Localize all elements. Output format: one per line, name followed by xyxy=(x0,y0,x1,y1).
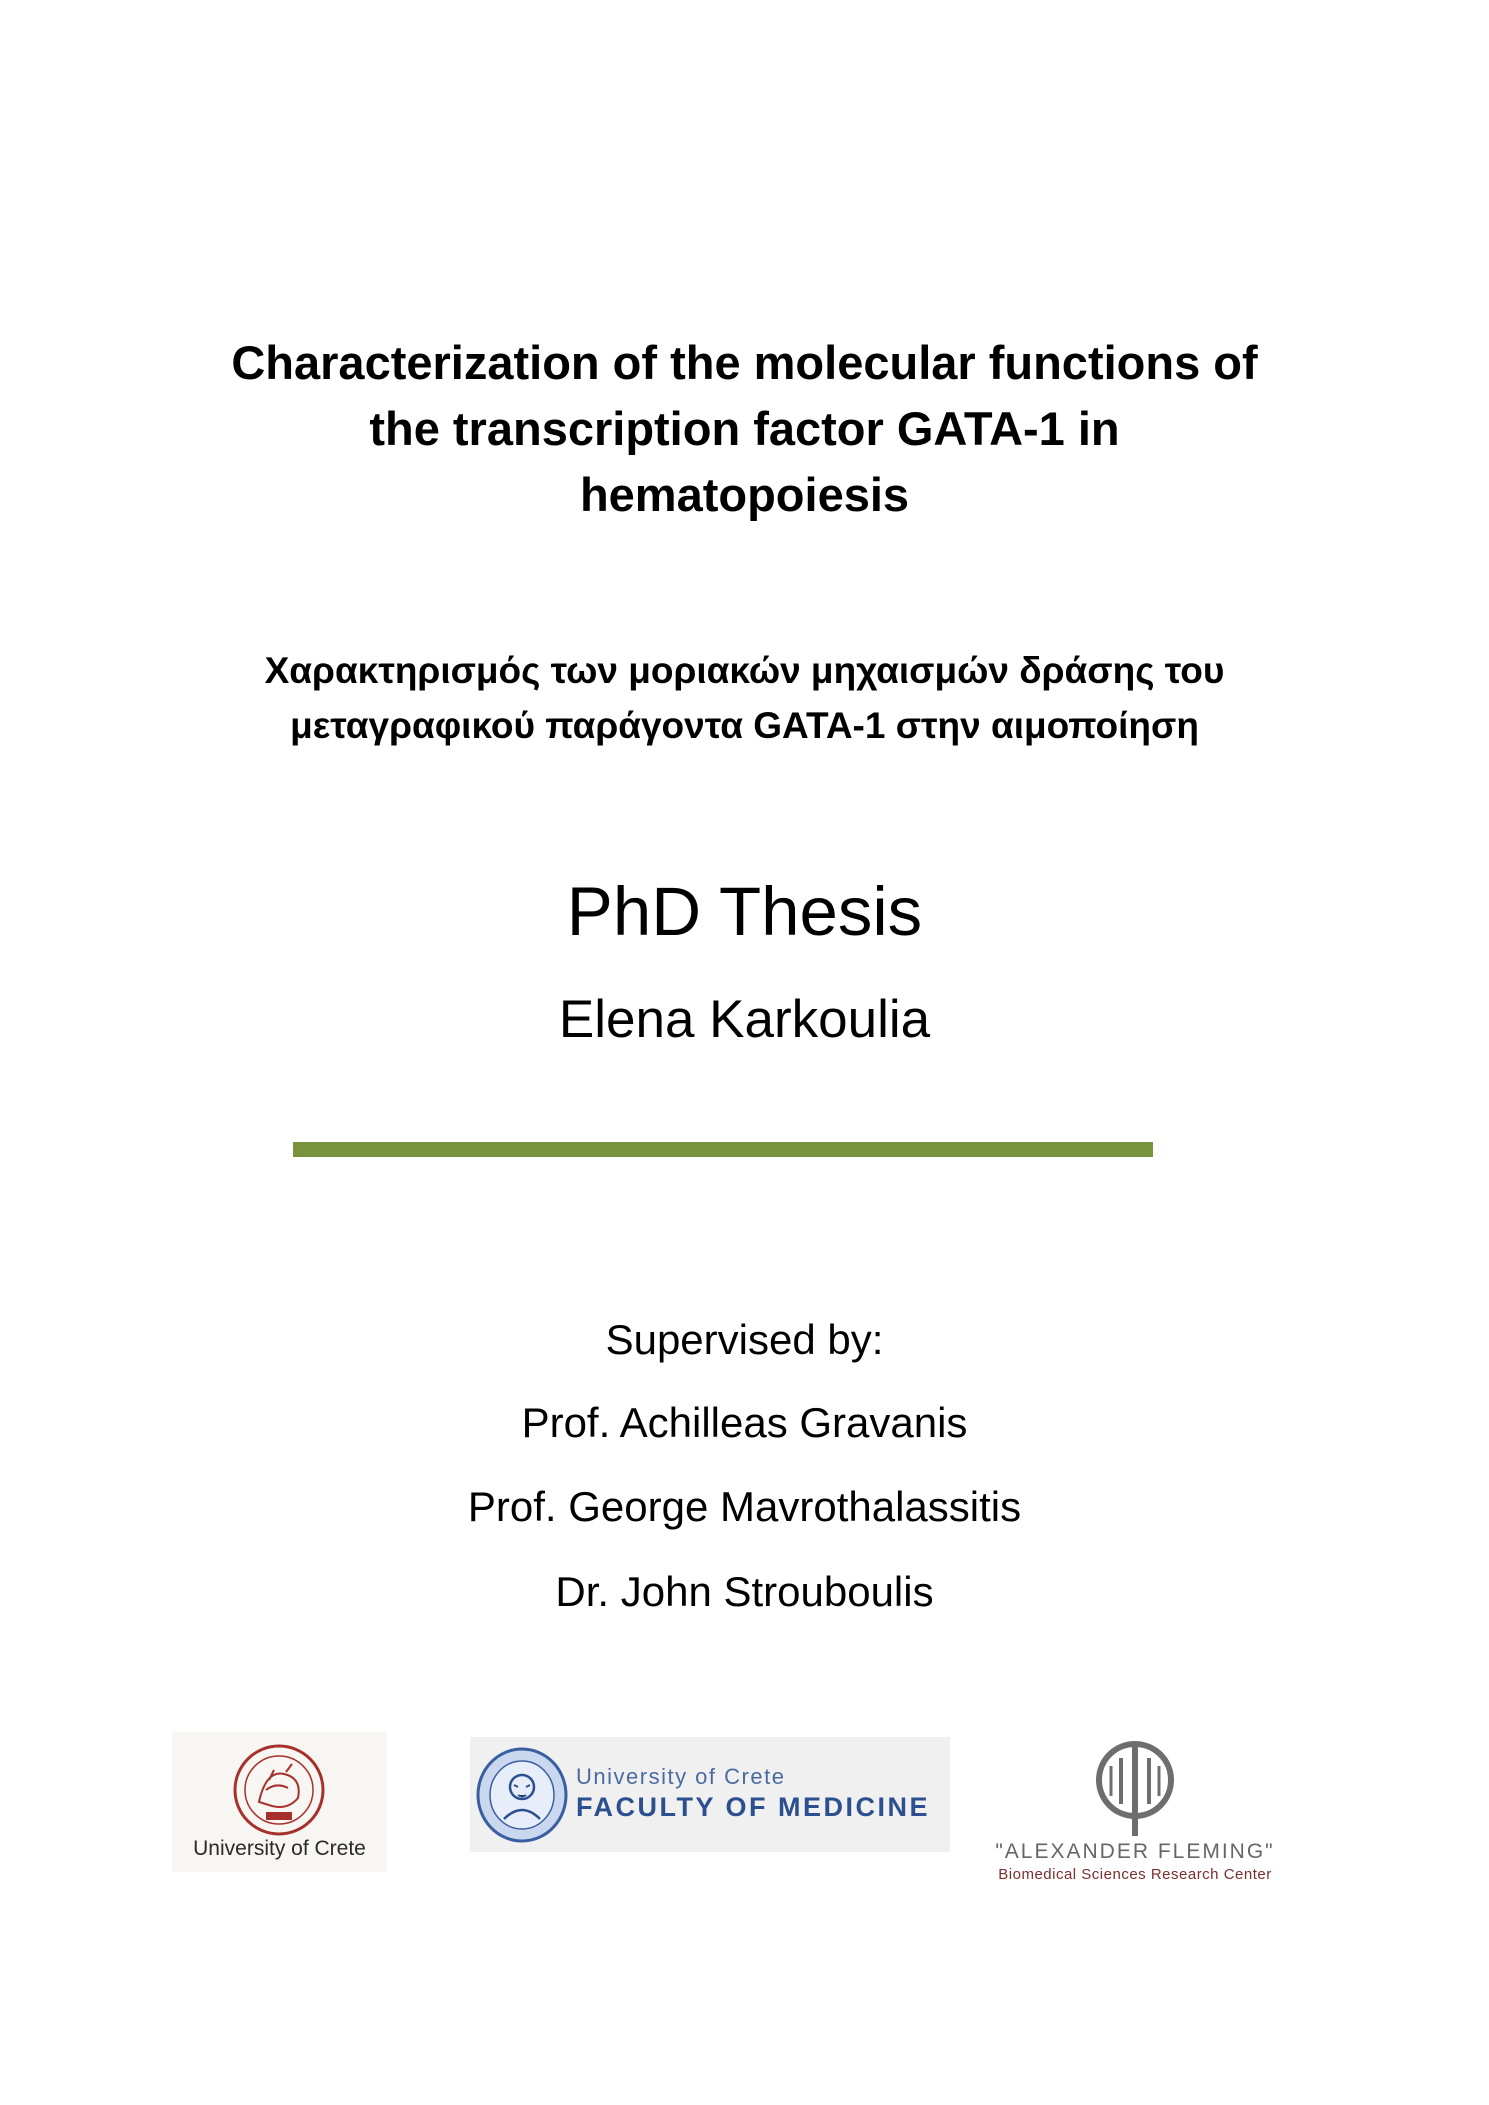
university-of-crete-logo xyxy=(172,1732,387,1872)
university-of-crete-caption: University of Crete xyxy=(193,1837,366,1860)
fleming-logo-name: "ALEXANDER FLEMING" xyxy=(995,1840,1275,1863)
title-line: the transcription factor GATA-1 in xyxy=(369,402,1120,455)
thesis-title-english xyxy=(0,330,1489,528)
faculty-of-medicine-logo xyxy=(470,1737,950,1852)
supervised-by-label: Supervised by: xyxy=(605,1316,884,1363)
alexander-fleming-logo xyxy=(975,1738,1295,1888)
faculty-of-medicine-seal-icon xyxy=(474,1745,570,1845)
title-line: hematopoiesis xyxy=(579,468,910,521)
supervisor-name: Prof. George Mavrothalassitis xyxy=(467,1483,1022,1530)
author-name: Elena Karkoulia xyxy=(558,990,931,1049)
supervisor-name: Dr. John Strouboulis xyxy=(555,1568,934,1615)
thesis-title-greek xyxy=(0,643,1489,753)
faculty-logo-faculty-line: FACULTY OF MEDICINE xyxy=(576,1792,931,1822)
title-line: Characterization of the molecular functions of xyxy=(231,336,1258,389)
supervisor-name: Prof. Achilleas Gravanis xyxy=(521,1399,968,1446)
document-type: PhD Thesis xyxy=(566,873,923,950)
greek-title-line: μεταγραφικού παράγοντα GATA-1 στην αιμοποίηση xyxy=(290,705,1199,746)
alexander-fleming-emblem-icon xyxy=(1085,1738,1185,1838)
divider-bar xyxy=(293,1142,1153,1157)
university-of-crete-seal-icon xyxy=(214,1740,344,1840)
fleming-logo-subtitle: Biomedical Sciences Research Center xyxy=(998,1866,1272,1883)
greek-title-line: Χαρακτηρισμός των μοριακών μηχαισμών δράσης του xyxy=(264,650,1225,691)
faculty-logo-university-line: University of Crete xyxy=(576,1764,786,1789)
